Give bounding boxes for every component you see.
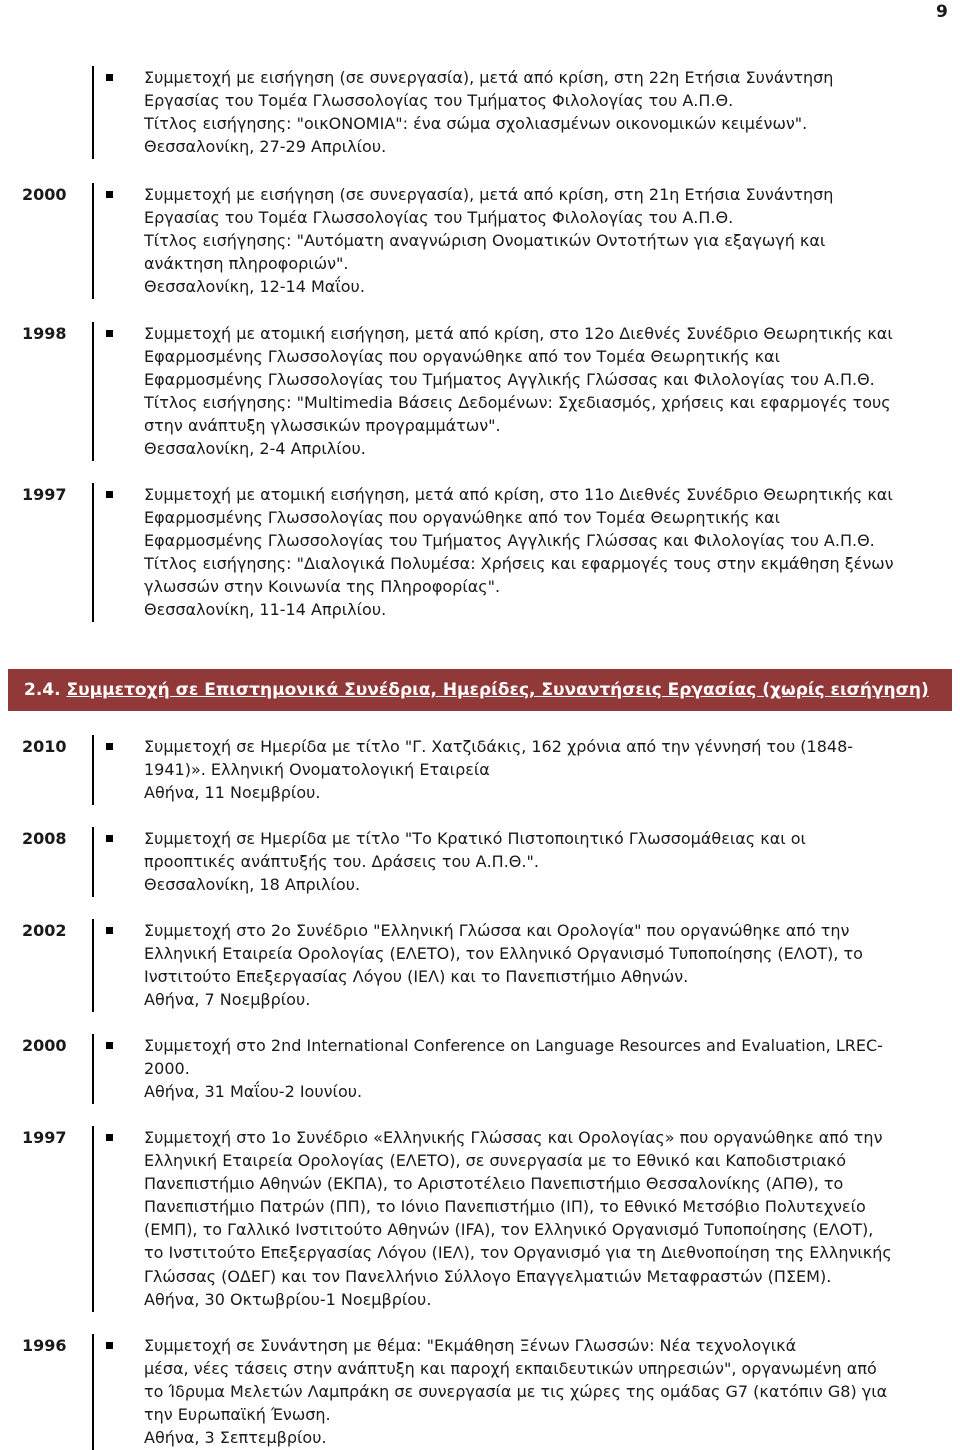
entry-year: 2000 (22, 185, 67, 204)
entry-year: 1998 (22, 324, 67, 343)
timeline-line (92, 1034, 94, 1104)
bullet-icon (106, 927, 113, 934)
section-title: Συμμετοχή σε Επιστημονικά Συνέδρια, Ημερίδες, Συναντήσεις Εργασίας (χωρίς εισήγηση) (66, 680, 929, 700)
entry-line: Συμμετοχή σε Ημερίδα με τίτλο "Γ. Χατζιδάκις, 162 χρόνια από την γέννησή του (1848- (144, 737, 854, 756)
entry-line: την Ευρωπαϊκή Ένωση. (144, 1405, 331, 1425)
entry-year: 2002 (22, 921, 67, 940)
entry-line: ανάκτηση πληροφοριών". (144, 254, 349, 274)
entry-line: Συμμετοχή σε Ημερίδα με τίτλο "Το Κρατικό Πιστοποιητικό Γλωσσομάθειας και οι (144, 829, 806, 848)
entry-text (144, 1334, 944, 1449)
entry-line: Εργασίας του Τομέα Γλωσσολογίας του Τμήματος Φιλολογίας του Α.Π.Θ. (144, 91, 734, 111)
entry-year: 2010 (22, 737, 67, 756)
timeline-line (92, 827, 94, 897)
entry-text (144, 919, 944, 1011)
timeline-line (92, 483, 94, 622)
entry-line: Θεσσαλονίκη, 18 Απριλίου. (144, 875, 361, 895)
entry-line: στην ανάπτυξη γλωσσικών προγραμμάτων". (144, 416, 501, 436)
entry-line: Θεσσαλονίκη, 11-14 Απριλίου. (144, 600, 387, 620)
entry-year: 1996 (22, 1336, 67, 1355)
entry-line: Συμμετοχή με ατομική εισήγηση, μετά από κρίση, στο 12ο Διεθνές Συνέδριο Θεωρητικής και (144, 324, 893, 343)
entry-line: Συμμετοχή στο 1ο Συνέδριο «Ελληνικής Γλώσσας και Ορολογίας» που οργανώθηκε από την (144, 1128, 883, 1147)
entry-text (144, 183, 944, 298)
bullet-icon (106, 74, 113, 81)
timeline-line (92, 1334, 94, 1450)
entry-line: Θεσσαλονίκη, 27-29 Απριλίου. (144, 137, 387, 157)
entry-line: Ελληνική Εταιρεία Ορολογίας (ΕΛΕΤΟ), σε συνεργασία με το Εθνικό και Καποδιστριακό (144, 1151, 847, 1171)
entry-line: προοπτικές ανάπτυξής του. Δράσεις του Α.Π.Θ.". (144, 852, 539, 872)
entry-text (144, 483, 944, 622)
entry-line: 2000. (144, 1059, 190, 1079)
page-number: 9 (936, 2, 948, 22)
section-number: 2.4. (24, 680, 61, 700)
entry-line: Αθήνα, 11 Νοεμβρίου. (144, 783, 321, 803)
timeline-line (92, 735, 94, 805)
entry-line: Συμμετοχή στο 2nd International Conference on Language Resources and Evaluation, LREC- (144, 1036, 883, 1055)
entry-line: 1941)». Ελληνική Ονοματολογική Εταιρεία (144, 760, 490, 780)
entry-text (144, 1034, 944, 1103)
entry-line: Συμμετοχή στο 2ο Συνέδριο "Ελληνική Γλώσσα και Ορολογία" που οργανώθηκε από την (144, 921, 850, 940)
entry-line: Εφαρμοσμένης Γλωσσολογίας που οργανώθηκε από τον Τομέα Θεωρητικής και (144, 347, 780, 367)
entry-line: Γλώσσας (ΟΔΕΓ) και τον Πανελλήνιο Σύλλογο Επαγγελματιών Μεταφραστών (ΠΣΕΜ). (144, 1266, 832, 1286)
entry-text (144, 322, 944, 461)
timeline-line (92, 322, 94, 461)
entry-line: Θεσσαλονίκη, 2-4 Απριλίου. (144, 439, 366, 459)
entry-line: Εργασίας του Τομέα Γλωσσολογίας του Τμήματος Φιλολογίας του Α.Π.Θ. (144, 208, 734, 228)
entry-text (144, 827, 944, 896)
entry-line: Εφαρμοσμένης Γλωσσολογίας του Τμήματος Αγγλικής Γλώσσας και Φιλολογίας του Α.Π.Θ. (144, 370, 875, 390)
entry-line: Συμμετοχή σε Συνάντηση με θέμα: "Εκμάθηση Ξένων Γλωσσών: Νέα τεχνολογικά (144, 1336, 797, 1355)
entry-line: Αθήνα, 3 Σεπτεμβρίου. (144, 1428, 327, 1448)
entry-line: το Ινστιτούτο Επεξεργασίας Λόγου (ΙΕΛ), τον Οργανισμό για τη Διεθνοποίηση της Ελληνικής (144, 1243, 892, 1263)
entry-line: Πανεπιστήμιο Αθηνών (ΕΚΠΑ), το Αριστοτέλειο Πανεπιστήμιο Θεσσαλονίκης (ΑΠΘ), το (144, 1174, 844, 1194)
timeline-line (92, 183, 94, 299)
entry-line: Πανεπιστήμιο Πατρών (ΠΠ), το Ιόνιο Πανεπιστήμιο (ΙΠ), το Εθνικό Μετσόβιο Πολυτεχνείο (144, 1197, 866, 1217)
entry-line: Εφαρμοσμένης Γλωσσολογίας του Τμήματος Αγγλικής Γλώσσας και Φιλολογίας του Α.Π.Θ. (144, 531, 875, 551)
entry-line: Συμμετοχή με εισήγηση (σε συνεργασία), μετά από κρίση, στη 21η Ετήσια Συνάντηση (144, 185, 834, 204)
bullet-icon (106, 835, 113, 842)
entry-year: 2008 (22, 829, 67, 848)
entry-line: Θεσσαλονίκη, 12-14 Μαΐου. (144, 277, 365, 297)
timeline-line (92, 919, 94, 1012)
entry-line: Τίτλος εισήγησης: "οικΟΝΟΜΙΑ": ένα σώμα σχολιασμένων οικονομικών κειμένων". (144, 114, 808, 134)
entry-line: Ελληνική Εταιρεία Ορολογίας (ΕΛΕΤΟ), τον Ελληνικό Οργανισμό Τυποποίησης (ΕΛΟΤ), το (144, 944, 863, 964)
bullet-icon (106, 491, 113, 498)
section-heading (8, 669, 952, 711)
timeline-line (92, 1126, 94, 1312)
entry-line: Τίτλος εισήγησης: "Multimedia Βάσεις Δεδομένων: Σχεδιασμός, χρήσεις και εφαρμογές τους (144, 393, 891, 413)
entry-text (144, 1126, 944, 1311)
entry-line: το Ίδρυμα Μελετών Λαμπράκη σε συνεργασία με τις χώρες της ομάδας G7 (κατόπιν G8) για (144, 1382, 888, 1402)
entry-year: 1997 (22, 485, 67, 504)
entry-line: Αθήνα, 30 Οκτωβρίου-1 Νοεμβρίου. (144, 1289, 432, 1309)
entry-line: Τίτλος εισήγησης: "Διαλογικά Πολυμέσα: Χρήσεις και εφαρμογές τους στην εκμάθηση ξένων (144, 554, 894, 574)
bullet-icon (106, 1042, 113, 1049)
entry-text (144, 66, 944, 158)
entry-line: Συμμετοχή με εισήγηση (σε συνεργασία), μετά από κρίση, στη 22η Ετήσια Συνάντηση (144, 68, 834, 87)
entry-line: Αθήνα, 7 Νοεμβρίου. (144, 990, 311, 1010)
entry-line: Συμμετοχή με ατομική εισήγηση, μετά από κρίση, στο 11ο Διεθνές Συνέδριο Θεωρητικής και (144, 485, 893, 504)
bullet-icon (106, 330, 113, 337)
entry-line: Αθήνα, 31 Μαΐου-2 Ιουνίου. (144, 1082, 363, 1102)
entry-line: γλωσσών στην Κοινωνία της Πληροφορίας". (144, 577, 501, 597)
bullet-icon (106, 1342, 113, 1349)
entry-year: 2000 (22, 1036, 67, 1055)
entry-line: μέσα, νέες τάσεις στην ανάπτυξη και παροχή εκπαιδευτικών υπηρεσιών", οργανωμένη από (144, 1359, 877, 1379)
bullet-icon (106, 1134, 113, 1141)
bullet-icon (106, 743, 113, 750)
bullet-icon (106, 191, 113, 198)
entry-line: Ινστιτούτο Επεξεργασίας Λόγου (ΙΕΛ) και το Πανεπιστήμιο Αθηνών. (144, 967, 689, 987)
entry-text (144, 735, 944, 804)
entry-year: 1997 (22, 1128, 67, 1147)
timeline-line (92, 66, 94, 159)
entry-line: Εφαρμοσμένης Γλωσσολογίας που οργανώθηκε από τον Τομέα Θεωρητικής και (144, 508, 780, 528)
entry-line: Τίτλος εισήγησης: "Αυτόματη αναγνώριση Ονοματικών Οντοτήτων για εξαγωγή και (144, 231, 826, 251)
entry-line: (ΕΜΠ), το Γαλλικό Ινστιτούτο Αθηνών (IFA), τον Ελληνικό Οργανισμό Τυποποίησης (ΕΛΟΤ), (144, 1220, 874, 1240)
